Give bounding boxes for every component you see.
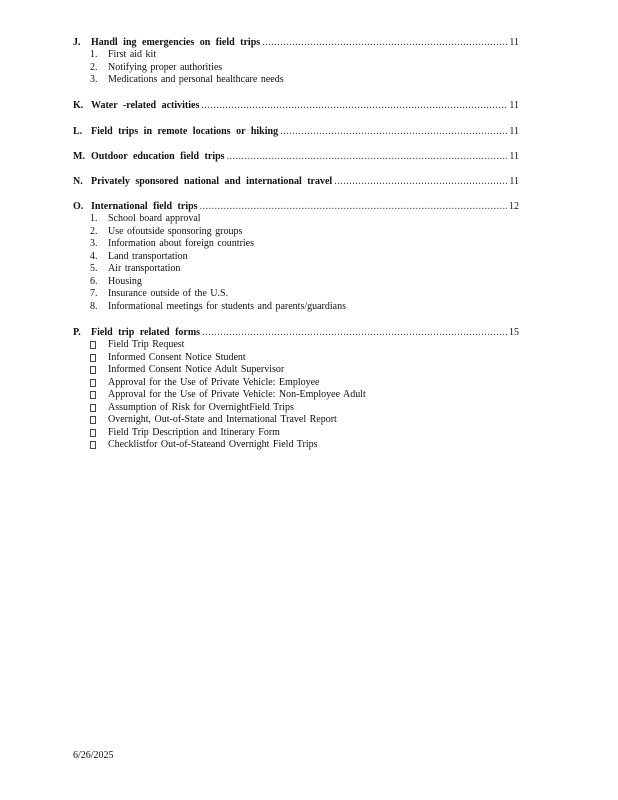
item-text: Housing bbox=[108, 275, 142, 287]
list-item bbox=[73, 213, 519, 226]
toc-section-m bbox=[73, 150, 519, 163]
section-letter: N. bbox=[73, 176, 83, 187]
list-item bbox=[73, 389, 519, 402]
item-number: 4. bbox=[90, 250, 98, 262]
toc-section-j bbox=[73, 36, 519, 87]
item-text: Informed Consent Notice Student bbox=[108, 351, 246, 363]
item-number: 1. bbox=[90, 213, 98, 224]
item-number: 2. bbox=[90, 225, 98, 237]
item-number: 1. bbox=[90, 49, 98, 60]
page-number: 11 bbox=[509, 151, 519, 162]
item-number: 3. bbox=[90, 238, 98, 249]
toc-heading[interactable] bbox=[73, 99, 519, 112]
page-number: 15 bbox=[509, 327, 519, 338]
section-title: Field trips in remote locations or hiking bbox=[91, 126, 279, 137]
list-item bbox=[73, 402, 519, 415]
dot-leader bbox=[201, 99, 507, 112]
item-text: Informed Consent Notice Adult Supervisor bbox=[108, 364, 285, 375]
dot-leader bbox=[200, 200, 507, 213]
item-text: Notifying proper authorities bbox=[108, 61, 223, 73]
list-item bbox=[73, 276, 519, 289]
toc-section-k bbox=[73, 99, 519, 112]
bullet-icon bbox=[90, 414, 108, 427]
section-title: Handl ing emergencies on field trips bbox=[91, 37, 261, 48]
bullet-icon bbox=[90, 402, 108, 415]
toc-heading[interactable] bbox=[73, 326, 519, 339]
toc-section-p bbox=[73, 326, 519, 452]
dot-leader bbox=[280, 125, 507, 138]
list-item bbox=[73, 301, 519, 314]
toc-section-l bbox=[73, 125, 519, 138]
toc-heading[interactable] bbox=[73, 125, 519, 138]
footer-date: 6/26/2025 bbox=[73, 750, 114, 761]
item-number: 7. bbox=[90, 288, 98, 299]
item-number: 6. bbox=[90, 275, 98, 287]
section-letter: J. bbox=[73, 37, 81, 48]
item-text: Field Trip Description and Itinerary Form bbox=[108, 426, 280, 438]
page-number: 11 bbox=[509, 100, 519, 111]
item-text: Informational meetings for students and parents/guardians bbox=[108, 300, 346, 312]
section-letter: M. bbox=[73, 151, 85, 162]
item-text: Checklistfor Out-of-Stateand Overnight Field Trips bbox=[108, 439, 318, 450]
toc-heading[interactable] bbox=[73, 200, 519, 213]
list-item bbox=[73, 427, 519, 440]
section-title: Field trip related forms bbox=[91, 327, 201, 338]
dot-leader bbox=[227, 150, 508, 163]
list-item bbox=[73, 414, 519, 427]
list-item bbox=[73, 263, 519, 276]
list-item bbox=[73, 352, 519, 365]
section-title: Water -related activities bbox=[91, 100, 200, 111]
item-text: Approval for the Use of Private Vehicle: Employee bbox=[108, 376, 320, 388]
toc-section-o bbox=[73, 200, 519, 313]
item-text: Assumption of Risk for OvernightField Trips bbox=[108, 401, 294, 413]
section-title: Outdoor education field trips bbox=[91, 151, 225, 162]
bullet-icon bbox=[90, 427, 108, 440]
item-text: First aid kit bbox=[108, 49, 157, 60]
item-text: Insurance outside of the U.S. bbox=[108, 288, 229, 299]
section-letter: L. bbox=[73, 126, 83, 137]
item-text: Field Trip Request bbox=[108, 339, 185, 350]
item-text: Approval for the Use of Private Vehicle: Non-Employee Adult bbox=[108, 389, 366, 400]
section-title: Privately sponsored national and international travel bbox=[91, 176, 333, 187]
bullet-icon bbox=[90, 339, 108, 352]
list-item bbox=[73, 339, 519, 352]
list-item bbox=[73, 74, 519, 87]
item-text: Medications and personal healthcare needs bbox=[108, 74, 284, 85]
item-number: 8. bbox=[90, 300, 98, 312]
list-item bbox=[73, 62, 519, 75]
page-number: 12 bbox=[509, 201, 519, 212]
list-item bbox=[73, 288, 519, 301]
bullet-icon bbox=[90, 439, 108, 452]
list-item bbox=[73, 49, 519, 62]
toc-heading[interactable] bbox=[73, 150, 519, 163]
item-text: Air transportation bbox=[108, 263, 181, 274]
page-number: 11 bbox=[509, 176, 519, 187]
dot-leader bbox=[262, 36, 507, 49]
section-letter: P. bbox=[73, 327, 81, 338]
list-item bbox=[73, 377, 519, 390]
item-number: 3. bbox=[90, 74, 98, 85]
item-text: Overnight, Out-of-State and International Travel Report bbox=[108, 414, 337, 425]
page-number: 11 bbox=[509, 37, 519, 48]
toc-heading[interactable] bbox=[73, 175, 519, 188]
item-text: Use ofoutside sponsoring groups bbox=[108, 225, 243, 237]
list-item bbox=[73, 364, 519, 377]
page-number: 11 bbox=[509, 126, 519, 137]
section-letter: O. bbox=[73, 201, 84, 212]
section-letter: K. bbox=[73, 100, 84, 111]
item-list bbox=[73, 213, 519, 313]
list-item bbox=[73, 226, 519, 239]
item-number: 2. bbox=[90, 61, 98, 73]
bullet-icon bbox=[90, 377, 108, 390]
section-title: International field trips bbox=[91, 201, 198, 212]
item-text: Land transportation bbox=[108, 250, 188, 262]
item-number: 5. bbox=[90, 263, 98, 274]
bullet-icon bbox=[90, 352, 108, 365]
dot-leader bbox=[202, 326, 507, 339]
list-item bbox=[73, 251, 519, 264]
item-text: Information about foreign countries bbox=[108, 238, 255, 249]
bullet-icon bbox=[90, 364, 108, 377]
toc-heading[interactable] bbox=[73, 36, 519, 49]
bullet-icon bbox=[90, 389, 108, 402]
dot-leader bbox=[334, 175, 507, 188]
item-text: School board approval bbox=[108, 213, 201, 224]
item-list bbox=[73, 339, 519, 452]
list-item bbox=[73, 238, 519, 251]
item-list bbox=[73, 49, 519, 87]
toc-section-n bbox=[73, 175, 519, 188]
list-item bbox=[73, 439, 519, 452]
